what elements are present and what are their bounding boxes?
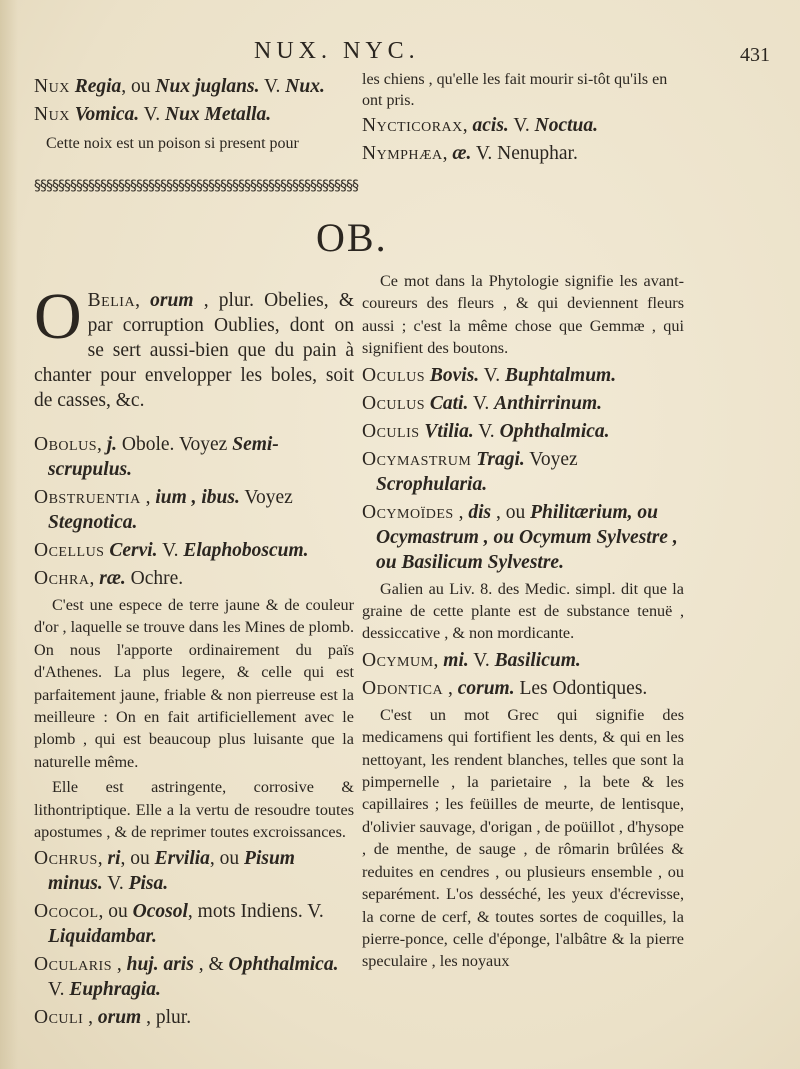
right-column: [362, 268, 684, 976]
entry-italic: orum: [97, 1007, 142, 1029]
entry-lemma: Nymphæa: [362, 143, 443, 164]
entry-text: V.: [473, 420, 500, 442]
entry-text: , ou: [121, 76, 156, 97]
entry: [362, 500, 684, 575]
entry-text: , ou: [209, 848, 245, 870]
entry-lemma: Oculus: [362, 364, 425, 386]
entry-lemma: Ochrus: [34, 848, 98, 870]
entry: [362, 419, 684, 444]
page-number: 431: [740, 44, 770, 66]
entry-lemma: Nux: [34, 104, 70, 125]
entry: [362, 363, 684, 388]
entry-text: Cette noix est un poison si present pour: [46, 135, 299, 152]
entry-text: , ou: [98, 901, 133, 923]
entry-text: Les Odontiques.: [514, 677, 648, 699]
entry-italic: corum.: [457, 677, 515, 699]
entry: [34, 846, 354, 896]
section-heading: OB.: [316, 215, 388, 260]
entry-text: , ou: [491, 501, 531, 523]
entry-italic: Nux juglans.: [155, 76, 260, 97]
entry-italic: Cervi.: [109, 540, 158, 561]
paragraph: C'est une espece de terre jaune & de couleur d'or , laquelle se trouve dans les Mines de plomb. On nous l'apporte ordinairement du païs d'Athenes. La plus legere, & celle qui est parfaitement jaune, friable & non pierreuse est la meilleure : On en fait artificiellement avec le plomb , qui est beaucoup plus luisante que la naturelle même.: [34, 596, 354, 771]
entry-text: V.: [259, 76, 286, 97]
entry-lemma: Obstruentia: [34, 487, 141, 508]
entry-lemma: Nycticorax: [362, 115, 463, 136]
entries-group-1: [34, 432, 354, 591]
entries-group-right-1: [362, 363, 684, 575]
entry-italic: Bovis.: [429, 364, 480, 386]
entry-text: , &: [193, 954, 229, 976]
entry-lemma: Ocymastrum: [362, 448, 472, 470]
paragraph: Elle est astringente, corrosive & lithontriptique. Elle a la vertu de resoudre toutes apostumes , & de reprimer toutes excroissances.: [34, 778, 354, 842]
entry-italic: Cati.: [429, 392, 469, 414]
entry-text: , plur.: [141, 1007, 192, 1029]
entry-text: V.: [468, 392, 495, 414]
entry-italic: Tragi.: [476, 448, 525, 470]
entry-text: ,: [111, 954, 127, 976]
entry-text: ,: [443, 677, 458, 699]
entry-italic: ri: [107, 848, 121, 870]
entry-italic: Elaphoboscum.: [183, 540, 309, 561]
entry-text: ,: [462, 115, 473, 136]
entry-text: , mots Indiens. V.: [187, 901, 324, 923]
entry-nux-vomica: [34, 102, 354, 127]
entry-lemma: Ochra: [34, 568, 90, 589]
entry-text: , plur. Obelies, & par corruption Oublies, dont on se sert aussi-bien que du pain à chanter pour envelopper les boles, soit de casses, &c.: [34, 289, 354, 411]
entry: [362, 676, 684, 701]
entry: [34, 899, 354, 949]
entry-lemma: Obolus: [34, 434, 97, 455]
entries-group-2: [34, 846, 354, 1030]
ornament-glyphs: §§§§§§§§§§§§§§§§§§§§§§§§§§§§§§§§§§§§§§§§§§§§§§§§§§§§§§: [34, 178, 358, 194]
entry-lemma: Odontica: [362, 677, 444, 699]
entry-italic: Noctua.: [534, 115, 599, 136]
entry-text: ,: [96, 434, 107, 455]
entry-text: V.: [479, 364, 505, 386]
running-head: [0, 38, 800, 72]
entry: [34, 485, 354, 535]
entry-lemma: Nux: [34, 76, 70, 97]
entry-text: ,: [89, 568, 100, 589]
entry-italic: Philitærium, ou Ocymastrum , ou Ocymum Sylvestre , ou Basilicum Sylvestre.: [376, 501, 678, 573]
entry-italic: Semi-scrupulus.: [48, 434, 279, 480]
entry-lemma: Ocymum: [362, 649, 434, 671]
entry-text: ,: [140, 487, 156, 508]
entry-text: les chiens , qu'elle les fait mourir si-tôt qu'ils en ont pris.: [362, 71, 668, 109]
entry-italic: Basilicum.: [494, 649, 581, 671]
drop-cap: O: [34, 279, 82, 353]
entry-italic: j.: [106, 434, 118, 455]
entry-italic: Scrophularia.: [376, 473, 488, 495]
entry-italic: Ophthalmica.: [499, 420, 610, 442]
entry-cette-noix: [34, 133, 354, 154]
entry: [362, 391, 684, 416]
entry-italic: acis.: [472, 115, 509, 136]
entry-text: V.: [102, 873, 129, 895]
entry-nux-regia: [34, 74, 354, 99]
entry-text: Obole. Voyez: [117, 434, 233, 455]
entry-lemma: Oculi: [34, 1007, 84, 1029]
entry-italic: Nux.: [285, 76, 325, 97]
running-title: NUX. NYC.: [254, 38, 420, 64]
entry-text: ,: [83, 1007, 98, 1029]
entry-text: V.: [48, 979, 70, 1001]
entry-lemma: Ococol: [34, 901, 99, 923]
top-right-column: [362, 69, 684, 169]
entry-nymphaea: [362, 141, 684, 166]
entry-text: Voyez: [239, 487, 293, 508]
entry-italic: æ.: [452, 143, 472, 164]
continuation-text: [362, 69, 684, 111]
entry-italic: Pisum minus.: [48, 848, 295, 895]
entry: [34, 1005, 354, 1030]
entry-text: ,: [433, 649, 444, 671]
entry-lemma: Oculus: [362, 392, 425, 414]
entry: [34, 952, 354, 1002]
entry-italic: Vtilia.: [424, 420, 474, 442]
paragraph: Galien au Liv. 8. des Medic. simpl. dit que la graine de cette plante est de substance tenuë , dessiccative , & non mordicante.: [362, 579, 684, 643]
entry-text: V. Nenuphar.: [471, 143, 578, 164]
entry-italic: orum: [150, 289, 194, 311]
entry-italic: Ervilia: [154, 848, 210, 870]
entry-italic: ium , ibus.: [155, 487, 240, 508]
entry-italic: Ocosol: [132, 901, 188, 923]
entry-text: , ou: [120, 848, 155, 870]
entry-text: ,: [442, 143, 453, 164]
entry-text: Voyez: [524, 448, 578, 470]
top-left-column: [34, 74, 354, 156]
entry-italic: dis: [468, 501, 492, 523]
entry: [362, 447, 684, 497]
paragraph: Ce mot dans la Phytologie signifie les avant-coureurs des fleurs , & qui deviennent fleurs aussi ; c'est la même chose que Gemmæ , qui signifient des boutons.: [362, 272, 684, 358]
entry-italic: mi.: [443, 649, 469, 671]
entry-text: V.: [468, 649, 495, 671]
entry: [34, 432, 354, 482]
entry-italic: Euphragia.: [69, 979, 161, 1001]
entry-italic: Liquidambar.: [48, 926, 157, 948]
entry-italic: ræ.: [99, 568, 126, 589]
entry: [34, 566, 354, 591]
entry-italic: Nux Metalla.: [165, 104, 272, 125]
entry-text: ,: [97, 848, 108, 870]
entry-lemma: Ocellus: [34, 540, 105, 561]
entry-lemma: Belia: [87, 289, 136, 311]
entry-lemma: Ocularis: [34, 954, 112, 976]
entry-italic: Vomica.: [74, 104, 140, 125]
entry-italic: Buphtalmum.: [505, 364, 617, 386]
entry-lemma: Oculis: [362, 420, 420, 442]
entry: [362, 648, 684, 673]
entries-group-right-2: [362, 648, 684, 701]
entry-italic: Regia: [74, 76, 122, 97]
entry-text: V.: [157, 540, 184, 561]
entry-text: ,: [453, 501, 469, 523]
entry: [34, 538, 354, 563]
entry-obelia: O Belia, orum , plur. Obelies, & par corruption Oublies, dont on se sert aussi-bien que du pain à chanter pour envelopper les boles, soit de casses, &c.: [34, 279, 354, 411]
ornamental-rule: [34, 178, 674, 198]
entry-text: V.: [508, 115, 535, 136]
entry-text: V.: [139, 104, 165, 125]
entry-italic: Anthirrinum.: [494, 392, 603, 414]
left-column: [34, 268, 354, 1033]
entry-text: Ochre.: [125, 568, 184, 589]
entry-italic: Stegnotica.: [48, 512, 138, 533]
paragraph: C'est un mot Grec qui signifie des medicamens qui fortifient les dents, & qui en les nettoyant, les rendent blanches, telles que sont la pimpernelle , la parietaire , la bete & les capillaires ; les feüilles de meurte, de lentisque, d'olivier sauvage, d'origan , de poüillot , d'hysope , de menthe, de sauge , de rômarin brûlées & reduites en cendres , ou plusieurs ensemble , ou separément. L'os desséché, les yeux d'écrevisse, la corne de cerf, & toutes sortes de coquilles, la pierre-ponce, celle d'éponge, l'albâtre & la pierre speculaire , les noyaux: [362, 705, 684, 971]
entry-nycticorax: [362, 113, 684, 138]
entry-italic: huj. aris: [126, 954, 194, 976]
entry-italic: Ophthalmica.: [228, 954, 339, 976]
entry-italic: Pisa.: [128, 873, 169, 895]
entry-lemma: Ocymoïdes: [362, 501, 454, 523]
